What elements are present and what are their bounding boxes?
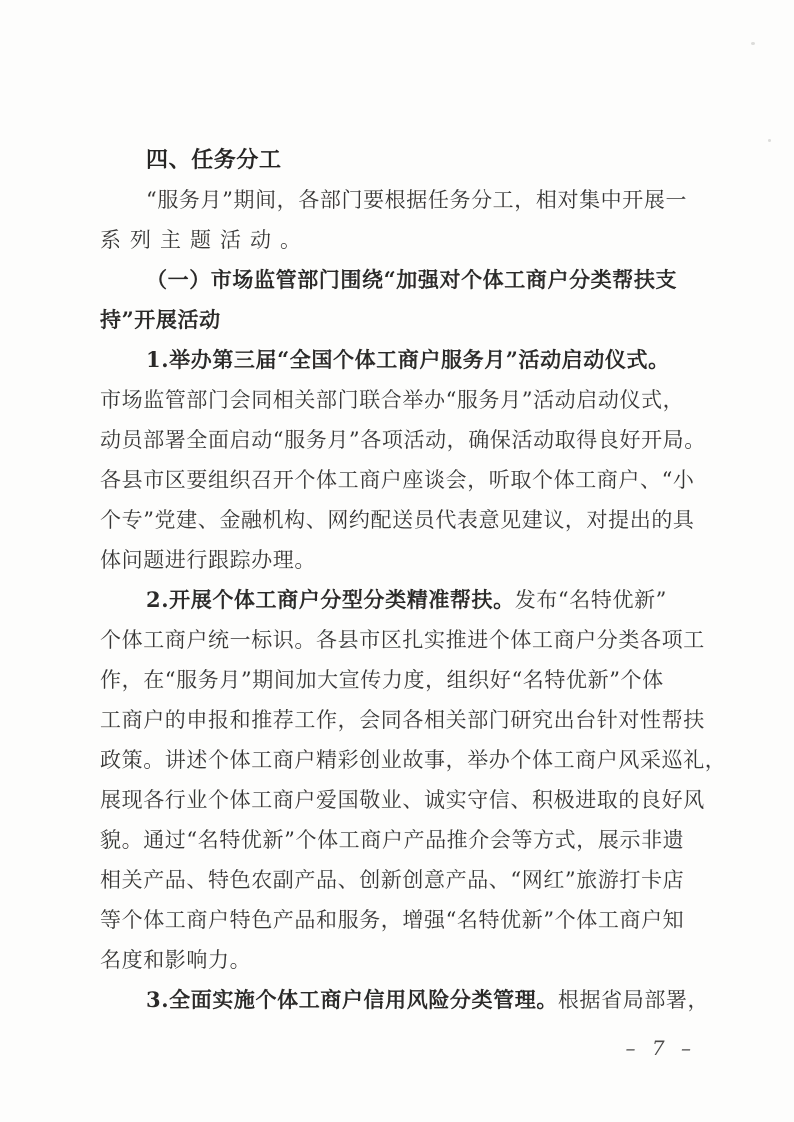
text-line <box>100 380 706 420</box>
scan-speck <box>751 42 755 45</box>
text-line <box>100 940 706 980</box>
text-segment: 1.举办第三届“全国个体工商户服务月”活动启动仪式。 <box>146 347 670 372</box>
text-line <box>100 580 706 620</box>
text-segment: 貌。通过“名特优新”个体工商户产品推介会等方式，展示非遗 <box>100 828 685 852</box>
text-segment: 政策。讲述个体工商户精彩创业故事，举办个体工商户风采巡礼， <box>100 748 727 772</box>
text-line <box>100 660 706 700</box>
page-number: – 7 – <box>625 1036 696 1060</box>
text-line <box>100 500 706 540</box>
text-segment: 展现各行业个体工商户爱国敬业、诚实守信、积极进取的良好风 <box>100 788 705 812</box>
scan-speck <box>768 139 771 142</box>
document-text <box>100 140 727 1020</box>
text-line <box>100 740 727 780</box>
text-segment: 系列主题活动。 <box>100 228 310 252</box>
text-segment: 个体工商户统一标识。各县市区扎实推进个体工商户分类各项工 <box>100 628 705 652</box>
text-line <box>100 140 706 180</box>
text-line <box>100 540 706 580</box>
text-segment: 体问题进行跟踪办理。 <box>100 548 316 572</box>
text-segment: 工商户的申报和推荐工作，会同各相关部门研究出台针对性帮扶 <box>100 708 705 732</box>
text-line <box>100 180 706 220</box>
text-segment: 动员部署全面启动“服务月”各项活动，确保活动取得良好开局。 <box>100 428 706 452</box>
text-segment: 市场监管部门会同相关部门联合举办“服务月”活动启动仪式， <box>100 388 685 412</box>
text-line <box>100 420 706 460</box>
text-segment: 3.全面实施个体工商户信用风险分类管理。 <box>146 987 558 1012</box>
text-segment: 相关产品、特色农副产品、创新创意产品、“网红”旅游打卡店 <box>100 868 685 892</box>
text-line <box>100 300 706 340</box>
text-segment: “服务月”期间，各部门要根据任务分工，相对集中开展一 <box>146 188 688 212</box>
text-line <box>100 780 706 820</box>
text-line <box>100 980 710 1020</box>
text-segment: 四、任务分工 <box>146 148 282 173</box>
text-segment: 根据省局部署， <box>557 988 710 1012</box>
text-segment: 个专”党建、金融机构、网约配送员代表意见建议，对提出的具 <box>100 508 695 532</box>
text-segment: 2.开展个体工商户分型分类精准帮扶。 <box>146 587 515 612</box>
text-line <box>100 260 706 300</box>
text-segment: 持”开展活动 <box>100 307 221 332</box>
text-segment: 等个体工商户特色产品和服务，增强“名特优新”个体工商户知 <box>100 908 685 932</box>
text-segment: 发布“名特优新” <box>514 588 668 612</box>
text-line <box>100 220 706 260</box>
text-line <box>100 340 706 380</box>
text-line <box>100 700 706 740</box>
text-line <box>100 620 706 660</box>
text-segment: 名度和影响力。 <box>100 948 252 972</box>
text-line <box>100 900 706 940</box>
text-segment: （一）市场监管部门围绕“加强对个体工商户分类帮扶支 <box>146 267 678 292</box>
text-line <box>100 860 706 900</box>
text-line <box>100 820 706 860</box>
text-segment: 各县市区要组织召开个体工商户座谈会，听取个体工商户、“小 <box>100 468 695 492</box>
text-line <box>100 460 706 500</box>
text-segment: 作，在“服务月”期间加大宣传力度，组织好“名特优新”个体 <box>100 668 664 692</box>
